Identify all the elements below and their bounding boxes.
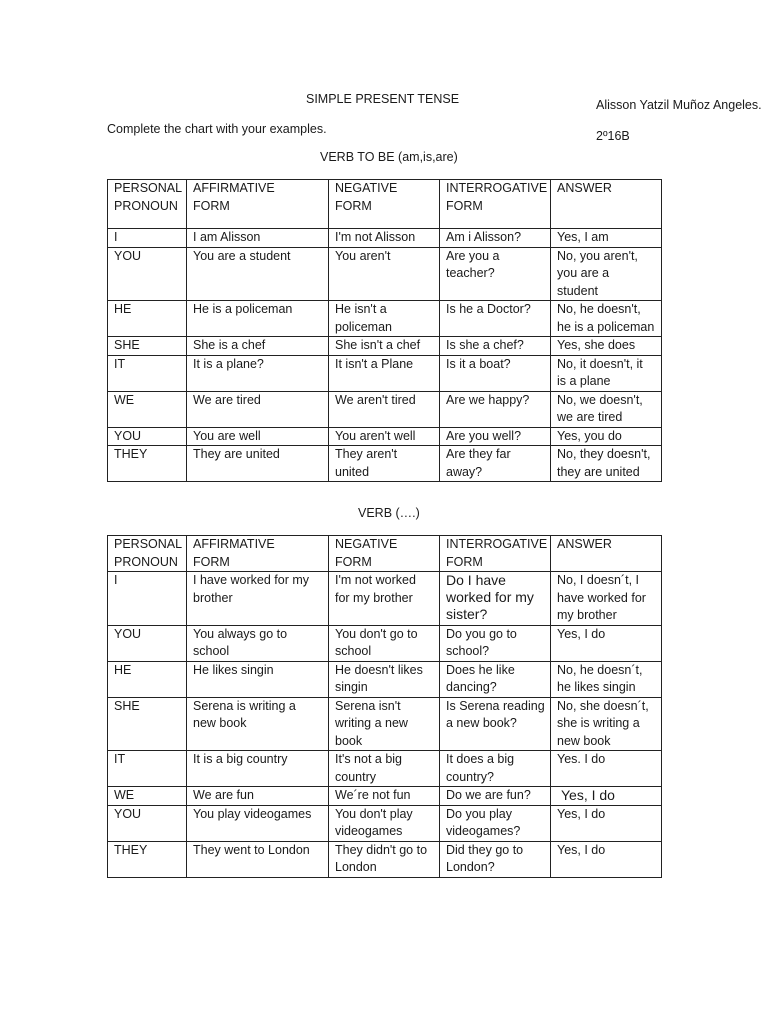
header-interrogative-form: INTERROGATIVE FORM — [440, 180, 551, 229]
table-row — [108, 247, 662, 301]
table-cell: He doesn't likes singin — [329, 661, 440, 697]
table-cell: No, they doesn't, they are united — [551, 446, 662, 482]
table-cell: YOU — [108, 805, 187, 841]
table-cell: IT — [108, 355, 187, 391]
table-row — [108, 355, 662, 391]
table-cell: Yes. I do — [551, 751, 662, 787]
table-cell: Do you play videogames? — [440, 805, 551, 841]
table-cell: Is Serena reading a new book? — [440, 697, 551, 751]
table-cell: Yes, I do — [551, 787, 662, 806]
group-label: 2º16B — [596, 129, 630, 143]
table-cell: I am Alisson — [187, 229, 329, 248]
table-cell: It is a big country — [187, 751, 329, 787]
table-cell: We are tired — [187, 391, 329, 427]
table-header-row — [108, 536, 662, 572]
table-cell: No, she doesn´t, she is writing a new book — [551, 697, 662, 751]
table-row — [108, 337, 662, 356]
table-cell: Does he like dancing? — [440, 661, 551, 697]
table-row — [108, 301, 662, 337]
table-cell: They aren't united — [329, 446, 440, 482]
table-cell: It isn't a Plane — [329, 355, 440, 391]
table-header-row — [108, 180, 662, 229]
table-cell: I — [108, 572, 187, 626]
header-answer: ANSWER — [551, 536, 662, 572]
header-personal-pronoun: PERSONAL PRONOUN — [108, 536, 187, 572]
header-negative-form: NEGATIVE FORM — [329, 536, 440, 572]
table-cell: You don't play videogames — [329, 805, 440, 841]
table-cell: Am i Alisson? — [440, 229, 551, 248]
table-cell: Did they go to London? — [440, 841, 551, 877]
table-cell: Do you go to school? — [440, 625, 551, 661]
table-row — [108, 841, 662, 877]
table-cell: I'm not Alisson — [329, 229, 440, 248]
table-cell: YOU — [108, 625, 187, 661]
header-personal-pronoun: PERSONAL PRONOUN — [108, 180, 187, 229]
table-cell: It does a big country? — [440, 751, 551, 787]
table-cell: YOU — [108, 247, 187, 301]
header-affirmative-form: AFFIRMATIVE FORM — [187, 180, 329, 229]
table-cell: Are you a teacher? — [440, 247, 551, 301]
table-cell: THEY — [108, 841, 187, 877]
table-cell: Do we are fun? — [440, 787, 551, 806]
table-cell: They didn't go to London — [329, 841, 440, 877]
table-row — [108, 572, 662, 626]
table-cell: They are united — [187, 446, 329, 482]
table-cell: You are well — [187, 427, 329, 446]
table-cell: It is a plane? — [187, 355, 329, 391]
table-cell: You don't go to school — [329, 625, 440, 661]
table-cell: Are they far away? — [440, 446, 551, 482]
table2-caption: VERB (….) — [358, 506, 420, 520]
verb-table — [107, 535, 662, 878]
table1-caption: VERB TO BE (am,is,are) — [320, 150, 458, 164]
table-cell: No, he doesn´t, he likes singin — [551, 661, 662, 697]
table-row — [108, 661, 662, 697]
table-cell: I — [108, 229, 187, 248]
table-cell: THEY — [108, 446, 187, 482]
table-cell: You play videogames — [187, 805, 329, 841]
table-cell: IT — [108, 751, 187, 787]
header-answer: ANSWER — [551, 180, 662, 229]
table-cell: Yes, I do — [551, 805, 662, 841]
table-cell: No, it doesn't, it is a plane — [551, 355, 662, 391]
table-row — [108, 229, 662, 248]
table-cell: No, we doesn't, we are tired — [551, 391, 662, 427]
table-cell: SHE — [108, 337, 187, 356]
table-cell: She is a chef — [187, 337, 329, 356]
table-cell: We´re not fun — [329, 787, 440, 806]
table-cell: We aren't tired — [329, 391, 440, 427]
table-cell: You are a student — [187, 247, 329, 301]
table-row — [108, 391, 662, 427]
table-cell: Do I have worked for my sister? — [440, 572, 551, 626]
table-cell: I'm not worked for my brother — [329, 572, 440, 626]
header-interrogative-form: INTERROGATIVE FORM — [440, 536, 551, 572]
table-cell: Yes, she does — [551, 337, 662, 356]
table-cell: You aren't well — [329, 427, 440, 446]
table-cell: He isn't a policeman — [329, 301, 440, 337]
table-cell: It's not a big country — [329, 751, 440, 787]
table-cell: You always go to school — [187, 625, 329, 661]
table-row — [108, 446, 662, 482]
table-cell: He likes singin — [187, 661, 329, 697]
table-cell: Yes, you do — [551, 427, 662, 446]
table-cell: HE — [108, 661, 187, 697]
table-row — [108, 697, 662, 751]
table-cell: They went to London — [187, 841, 329, 877]
table-cell: Are we happy? — [440, 391, 551, 427]
table-cell: WE — [108, 787, 187, 806]
table-cell: I have worked for my brother — [187, 572, 329, 626]
table-cell: No, I doesn´t, I have worked for my brother — [551, 572, 662, 626]
table-cell: Serena isn't writing a new book — [329, 697, 440, 751]
table-row — [108, 427, 662, 446]
table-cell: No, he doesn't, he is a policeman — [551, 301, 662, 337]
table-row — [108, 751, 662, 787]
header-negative-form: NEGATIVE FORM — [329, 180, 440, 229]
table-cell: Yes, I am — [551, 229, 662, 248]
table-cell: WE — [108, 391, 187, 427]
verb-to-be-table — [107, 179, 662, 482]
table-cell: Yes, I do — [551, 625, 662, 661]
table-cell: No, you aren't, you are a student — [551, 247, 662, 301]
table-cell: We are fun — [187, 787, 329, 806]
table-cell: Is he a Doctor? — [440, 301, 551, 337]
table-cell: YOU — [108, 427, 187, 446]
table-cell: Is it a boat? — [440, 355, 551, 391]
table-cell: Are you well? — [440, 427, 551, 446]
table-row — [108, 805, 662, 841]
table-row — [108, 625, 662, 661]
header-affirmative-form: AFFIRMATIVE FORM — [187, 536, 329, 572]
table-cell: Yes, I do — [551, 841, 662, 877]
table-cell: Is she a chef? — [440, 337, 551, 356]
table-row — [108, 787, 662, 806]
table-cell: He is a policeman — [187, 301, 329, 337]
table-cell: She isn't a chef — [329, 337, 440, 356]
table-cell: HE — [108, 301, 187, 337]
instruction-text: Complete the chart with your examples. — [107, 122, 327, 136]
page-title: SIMPLE PRESENT TENSE — [306, 92, 460, 106]
table-cell: You aren't — [329, 247, 440, 301]
author-name: Alisson Yatzil Muñoz Angeles. — [596, 98, 762, 112]
table-cell: SHE — [108, 697, 187, 751]
table-cell: Serena is writing a new book — [187, 697, 329, 751]
